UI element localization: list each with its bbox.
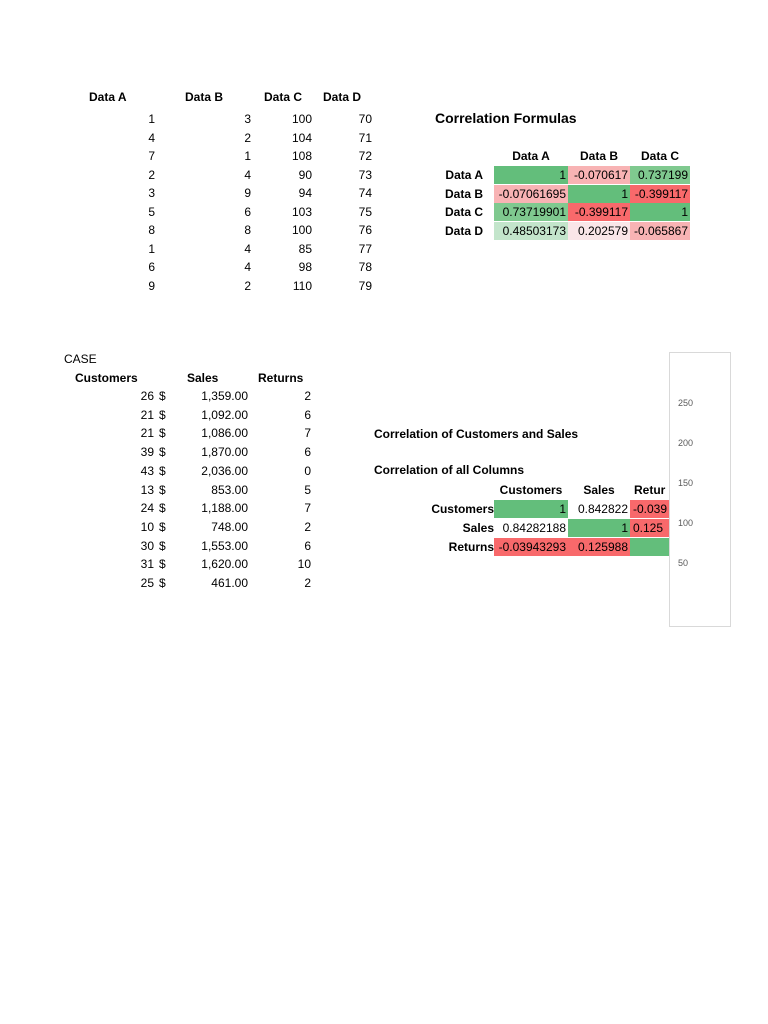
table-cell[interactable]: 98	[298, 260, 312, 274]
table-cell[interactable]: 110	[292, 278, 312, 293]
table-cell[interactable]: 1	[148, 112, 155, 126]
table-cell[interactable]: 74	[358, 186, 372, 200]
table-cell[interactable]: 6	[148, 260, 155, 274]
table-cell[interactable]: 6	[304, 538, 311, 553]
matrix-cell[interactable]: 1	[568, 185, 630, 203]
matrix-row-label[interactable]: Customers	[431, 502, 494, 516]
matrix-cell[interactable]: -0.399117	[630, 185, 690, 203]
table-cell[interactable]: 9	[148, 278, 155, 293]
table-cell[interactable]: 31	[140, 557, 154, 572]
matrix-row-label[interactable]: Data B	[444, 186, 483, 201]
table-cell[interactable]: 1,092.00	[201, 407, 248, 422]
cf-col-header-a[interactable]: Data A	[512, 149, 550, 163]
matrix-row-label[interactable]: Data A	[445, 168, 483, 182]
matrix-cell[interactable]: 0.73719901	[494, 203, 568, 221]
table-cell[interactable]: 2	[244, 278, 251, 293]
currency-symbol: $	[159, 463, 166, 478]
currency-symbol: $	[159, 519, 166, 534]
table-cell[interactable]: 21	[140, 407, 154, 422]
table-cell[interactable]: 85	[298, 241, 312, 256]
chart-y-tick: 250	[678, 398, 694, 408]
table-cell[interactable]: 78	[358, 260, 372, 274]
table-cell[interactable]: 1	[244, 149, 251, 163]
ca-col-header-returns[interactable]: Retur	[634, 483, 666, 497]
matrix-cell[interactable]: -0.07061695	[494, 185, 568, 203]
table-cell[interactable]: 1,553.00	[201, 538, 248, 553]
table-cell[interactable]: 6	[244, 204, 251, 219]
correlation-formulas-title[interactable]: Correlation Formulas	[435, 110, 577, 126]
matrix-cell[interactable]: 1	[494, 166, 568, 184]
table-cell[interactable]: 5	[148, 204, 155, 219]
table-cell[interactable]: 1	[148, 241, 155, 256]
table-cell[interactable]: 100	[291, 112, 312, 126]
table-cell[interactable]: 77	[358, 241, 372, 256]
table-cell[interactable]: 25	[140, 576, 154, 590]
table-cell[interactable]: 8	[148, 223, 155, 237]
table-cell[interactable]: 73	[358, 167, 372, 182]
table-cell[interactable]: 43	[140, 463, 154, 478]
currency-symbol: $	[159, 426, 166, 441]
table-cell[interactable]: 103	[291, 204, 312, 219]
table-cell[interactable]: 4	[244, 167, 251, 182]
table-cell[interactable]: 6	[304, 407, 311, 422]
currency-symbol: $	[159, 576, 166, 590]
chart-area[interactable]	[669, 352, 731, 627]
table-cell[interactable]: 8	[244, 223, 251, 237]
currency-symbol: $	[159, 557, 166, 572]
table-cell[interactable]: 75	[358, 204, 372, 219]
table-cell[interactable]: 10	[140, 519, 154, 534]
table-cell[interactable]: 0	[304, 463, 311, 478]
table-cell[interactable]: 79	[358, 278, 372, 293]
matrix-cell[interactable]: -0.065867	[630, 222, 690, 240]
chart-y-tick: 100	[678, 518, 694, 528]
table-cell[interactable]: 7	[304, 426, 311, 441]
table-cell[interactable]: 13	[140, 482, 154, 497]
table-cell[interactable]: 7	[304, 501, 311, 516]
table-cell[interactable]: 6	[304, 445, 311, 460]
chart-y-tick: 150	[678, 478, 694, 488]
table-cell[interactable]: 24	[140, 501, 154, 516]
matrix-cell[interactable]: -0.070617	[568, 166, 630, 184]
table-cell[interactable]: 100	[291, 223, 312, 237]
matrix-cell[interactable]: 0.125	[630, 519, 690, 537]
table-cell[interactable]: 76	[358, 223, 372, 237]
currency-symbol: $	[159, 482, 166, 497]
matrix-cell[interactable]: 0.48503173	[494, 222, 568, 240]
currency-symbol: $	[159, 445, 166, 460]
table-cell[interactable]: 4	[244, 260, 251, 274]
currency-symbol: $	[159, 538, 166, 553]
cf-col-header-c[interactable]: Data C	[640, 149, 679, 163]
table-cell[interactable]: 104	[291, 130, 312, 145]
matrix-cell[interactable]: -0.03943293	[494, 538, 568, 556]
table-cell[interactable]: 21	[140, 426, 154, 441]
matrix-row-label[interactable]: Data D	[444, 223, 483, 238]
corr-customers-sales-label[interactable]: Correlation of Customers and Sales	[374, 427, 579, 441]
matrix-row-label[interactable]: Returns	[448, 540, 494, 554]
table-cell[interactable]: 1,359.00	[201, 389, 248, 403]
ca-col-header-sales[interactable]: Sales	[583, 483, 615, 497]
cf-col-header-b[interactable]: Data B	[579, 149, 618, 163]
header-sales[interactable]: Sales	[187, 371, 219, 385]
table-cell[interactable]: 2	[148, 167, 155, 182]
table-cell[interactable]: 90	[298, 167, 312, 182]
header-returns[interactable]: Returns	[258, 371, 304, 385]
table-cell[interactable]: 1,870.00	[201, 445, 248, 460]
table-cell[interactable]: 71	[358, 130, 372, 145]
table-cell[interactable]: 70	[358, 112, 372, 126]
table-cell[interactable]: 1,086.00	[201, 426, 248, 441]
table-cell[interactable]: 39	[140, 445, 154, 460]
table-cell[interactable]: 7	[148, 149, 155, 163]
matrix-cell[interactable]: 1	[568, 519, 630, 537]
matrix-cell[interactable]: 0.842822	[568, 500, 630, 518]
table-cell[interactable]: 3	[148, 186, 155, 200]
table-cell[interactable]: 1,620.00	[201, 557, 248, 572]
table-cell[interactable]: 4	[148, 130, 155, 145]
ca-col-header-customers[interactable]: Customers	[499, 483, 563, 497]
table-cell[interactable]: 3	[244, 112, 251, 126]
table-cell[interactable]: 461.00	[211, 576, 248, 590]
header-customers[interactable]: Customers	[75, 371, 138, 385]
table-cell[interactable]: 4	[244, 241, 251, 256]
chart-y-tick: 50	[678, 558, 689, 568]
matrix-cell[interactable]: 1	[494, 500, 568, 518]
table-cell[interactable]: 5	[304, 482, 311, 497]
table-cell[interactable]: 853.00	[211, 482, 248, 497]
chart-y-tick: 200	[678, 438, 694, 448]
header-data-d[interactable]: Data D	[323, 90, 362, 104]
matrix-row-label[interactable]: Data C	[444, 205, 483, 219]
corr-all-columns-title[interactable]: Correlation of all Columns	[374, 463, 525, 477]
table-cell[interactable]: 10	[297, 557, 311, 572]
table-cell[interactable]: 2	[304, 519, 311, 534]
header-data-c[interactable]: Data C	[264, 90, 303, 104]
table-cell[interactable]: 2,036.00	[201, 463, 248, 478]
header-data-a[interactable]: Data A	[89, 90, 127, 104]
table-cell[interactable]: 94	[298, 186, 312, 200]
table-cell[interactable]: 2	[304, 389, 311, 403]
matrix-cell[interactable]: 1	[630, 203, 690, 221]
matrix-cell[interactable]: -0.039	[630, 500, 690, 518]
currency-symbol: $	[159, 407, 166, 422]
currency-symbol: $	[159, 389, 166, 403]
table-cell[interactable]: 72	[358, 149, 372, 163]
matrix-cell[interactable]: -0.399117	[568, 203, 630, 221]
table-cell[interactable]: 26	[140, 389, 154, 403]
table-cell[interactable]: 1,188.00	[201, 501, 248, 516]
table-cell[interactable]: 2	[304, 576, 311, 590]
matrix-cell[interactable]: 0.125988	[568, 538, 630, 556]
case-label[interactable]: CASE	[64, 352, 97, 366]
header-data-b[interactable]: Data B	[185, 90, 224, 104]
table-cell[interactable]: 748.00	[211, 519, 248, 534]
currency-symbol: $	[159, 501, 166, 516]
table-cell[interactable]: 108	[291, 149, 312, 163]
matrix-row-label[interactable]: Sales	[462, 521, 494, 535]
matrix-cell[interactable]: 0.737199	[630, 166, 690, 184]
matrix-cell[interactable]: 0.84282188	[494, 519, 568, 537]
table-cell[interactable]: 9	[244, 186, 251, 200]
matrix-cell[interactable]: 0.202579	[568, 222, 630, 240]
table-cell[interactable]: 2	[244, 130, 251, 145]
table-cell[interactable]: 30	[140, 538, 154, 553]
